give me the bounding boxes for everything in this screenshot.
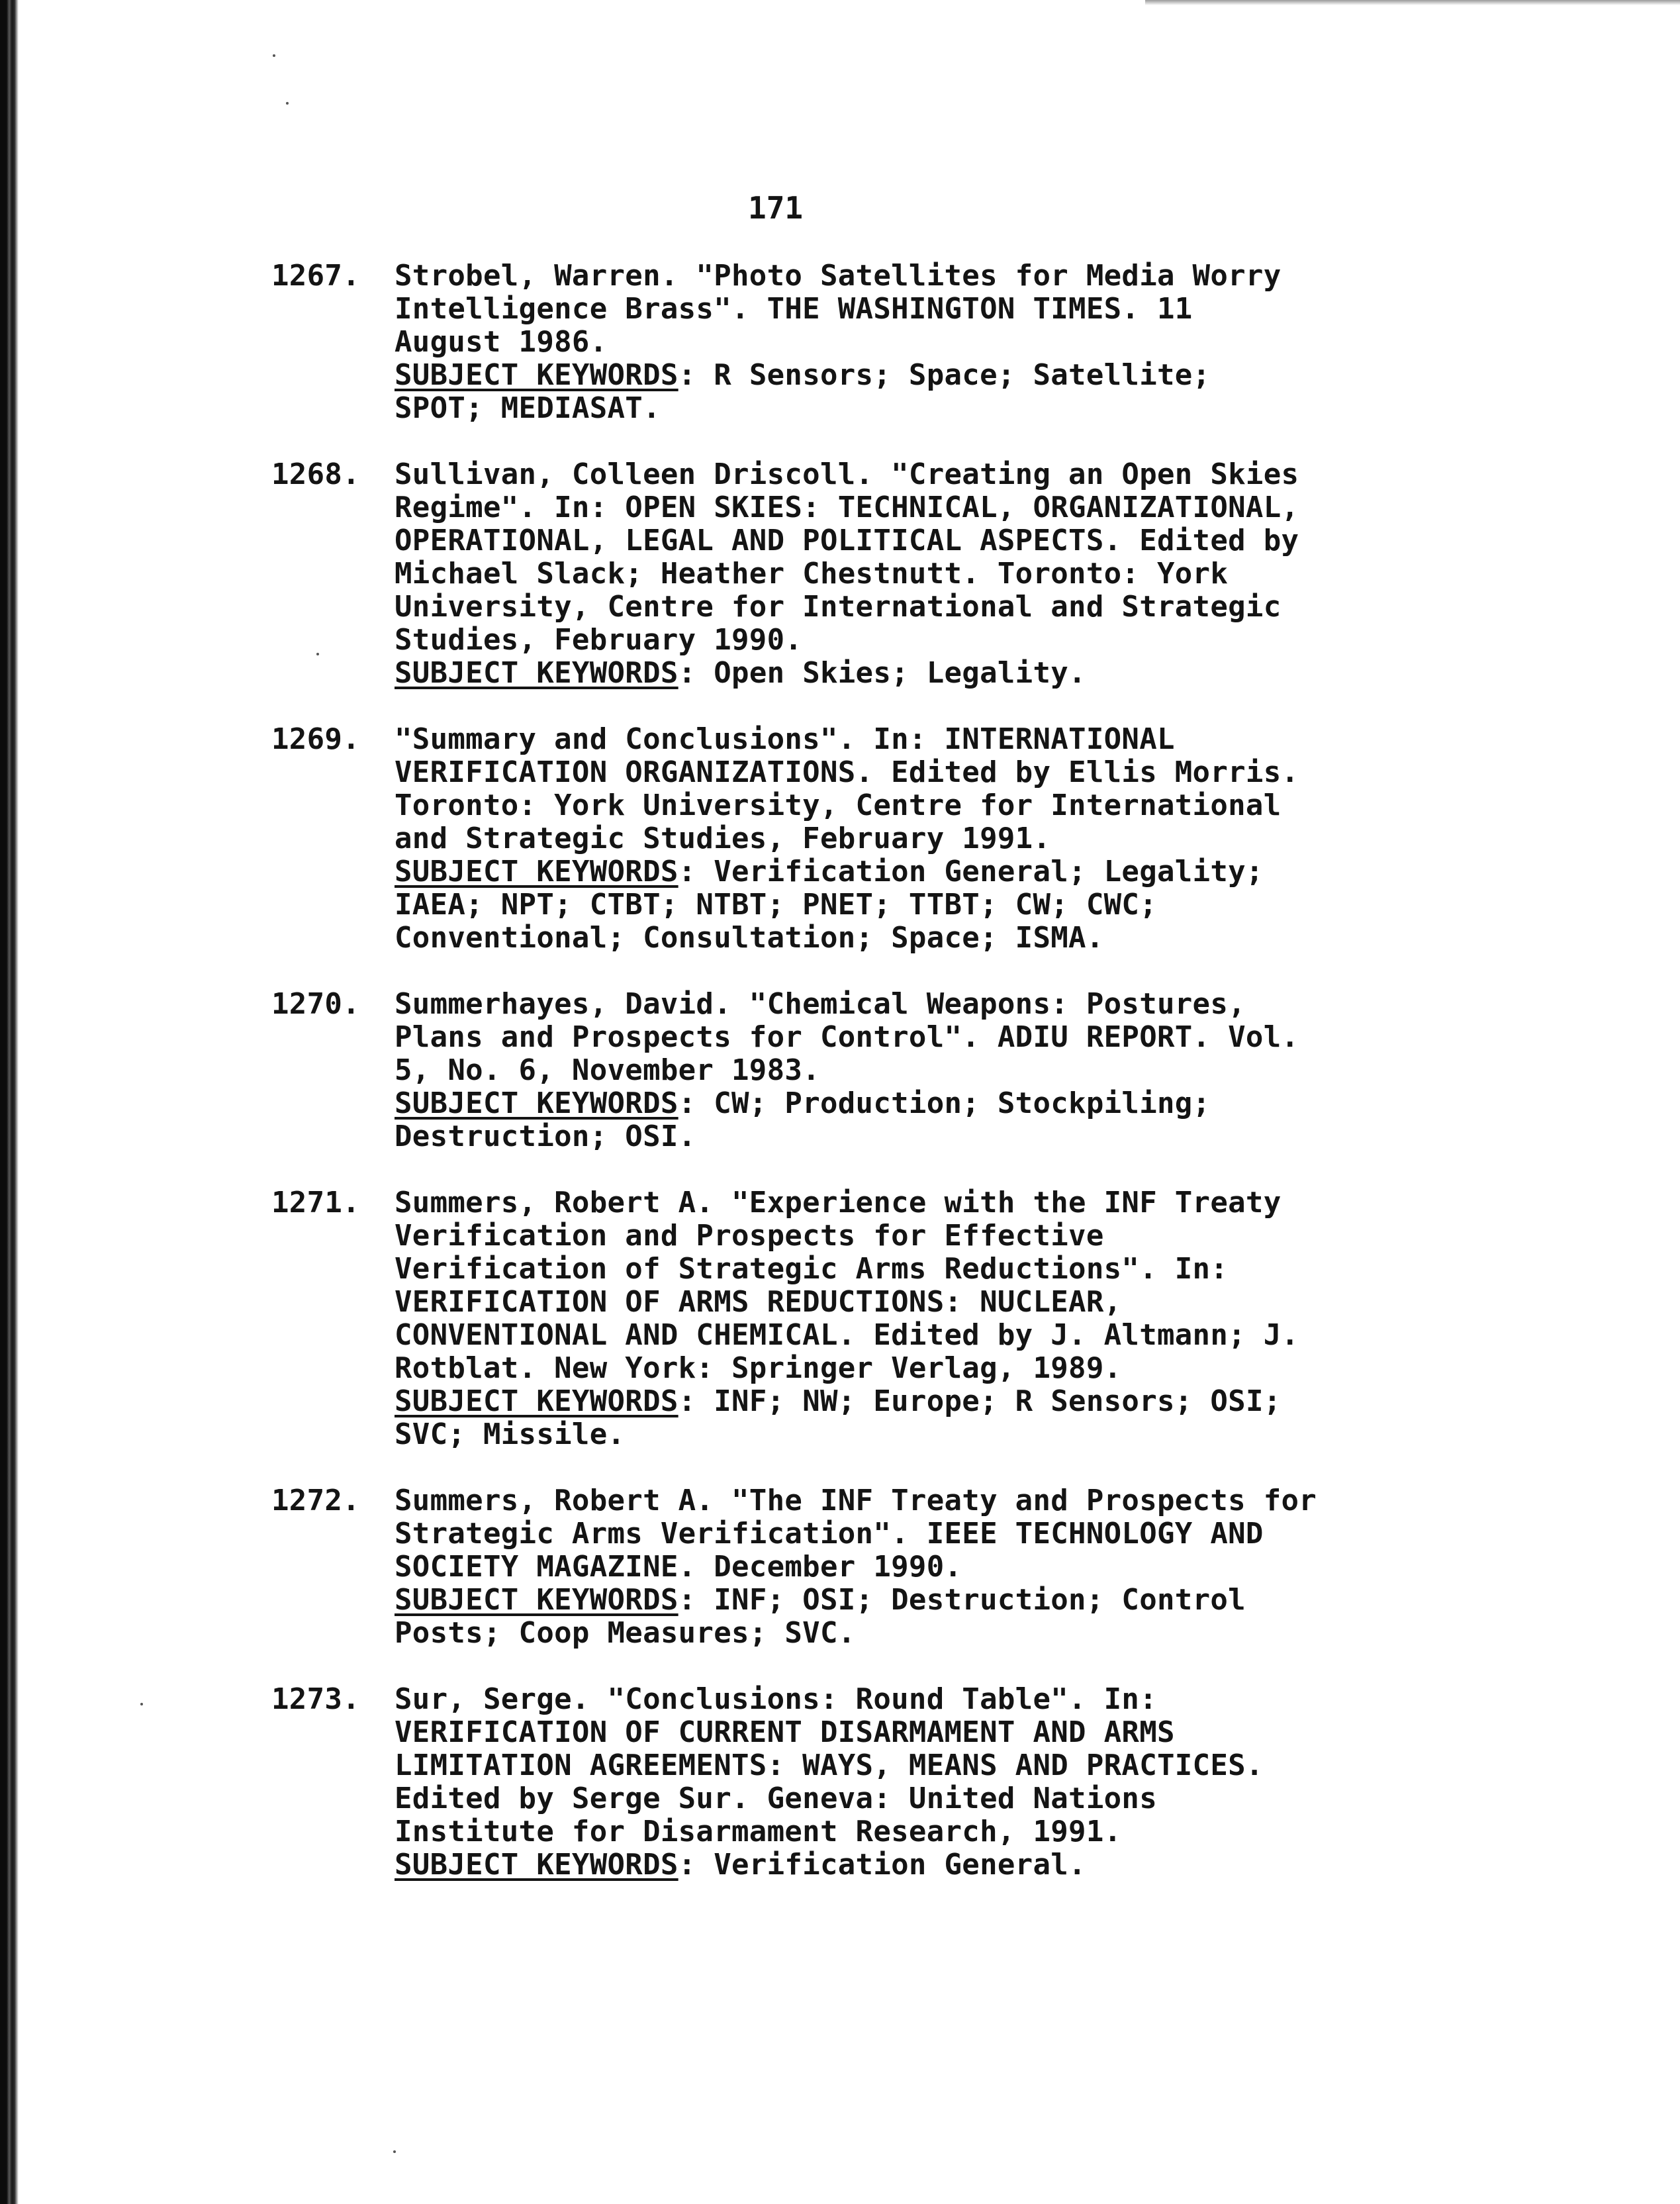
citation-line: Summerhayes, David. "Chemical Weapons: Postures,: [395, 987, 1246, 1021]
keywords-line: [395, 855, 1476, 888]
scan-edge: [0, 0, 19, 2204]
keywords-line: [395, 1385, 1476, 1418]
subject-keywords-text: : Verification General.: [678, 1848, 1086, 1882]
citation-line: SOCIETY MAGAZINE. December 1990.: [395, 1550, 962, 1584]
citation-line: Regime". In: OPEN SKIES: TECHNICAL, ORGANIZATIONAL,: [395, 491, 1299, 524]
scan-top-edge: [1145, 0, 1680, 5]
citation-line: Verification and Prospects for Effective: [395, 1219, 1104, 1253]
scan-speck: [286, 102, 289, 105]
citation-line: Summers, Robert A. "Experience with the INF Treaty: [395, 1186, 1282, 1220]
bibliography-entry: [271, 260, 1476, 425]
citation-line: Institute for Disarmament Research, 1991.: [395, 1815, 1122, 1848]
subject-keywords-label: SUBJECT KEYWORDS: [395, 656, 678, 690]
citation-line: Strobel, Warren. "Photo Satellites for Media Worry: [395, 259, 1282, 293]
subject-keywords-label: SUBJECT KEYWORDS: [395, 1848, 678, 1882]
citation-line: and Strategic Studies, February 1991.: [395, 822, 1051, 855]
bibliography-entry: [271, 1484, 1476, 1650]
subject-keywords-label: SUBJECT KEYWORDS: [395, 1583, 678, 1617]
citation-line: Rotblat. New York: Springer Verlag, 1989.: [395, 1351, 1122, 1385]
citation-line: CONVENTIONAL AND CHEMICAL. Edited by J. Altmann; J.: [395, 1318, 1299, 1352]
bibliography-entry: [271, 723, 1476, 955]
citation-line: Plans and Prospects for Control". ADIU REPORT. Vol.: [395, 1020, 1299, 1054]
bibliography-entry: [271, 1186, 1476, 1451]
keywords-line: Destruction; OSI.: [395, 1120, 696, 1153]
citation-line: Studies, February 1990.: [395, 623, 803, 657]
page-number: 171: [748, 190, 804, 226]
citation-line: VERIFICATION OF CURRENT DISARMAMENT AND ARMS: [395, 1715, 1175, 1749]
scan-speck: [140, 1703, 143, 1705]
entry-number: 1268.: [271, 457, 360, 491]
entry-number: 1271.: [271, 1186, 360, 1220]
keywords-line: Conventional; Consultation; Space; ISMA.: [395, 921, 1104, 955]
subject-keywords-text: : INF; OSI; Destruction; Control: [678, 1583, 1246, 1617]
scan-speck: [273, 54, 275, 57]
citation-line: Sur, Serge. "Conclusions: Round Table". In:: [395, 1682, 1157, 1716]
citation-line: VERIFICATION ORGANIZATIONS. Edited by Ellis Morris.: [395, 755, 1299, 789]
subject-keywords-label: SUBJECT KEYWORDS: [395, 855, 678, 888]
citation-line: OPERATIONAL, LEGAL AND POLITICAL ASPECTS. Edited by: [395, 524, 1299, 557]
entry-number: 1273.: [271, 1682, 360, 1716]
bibliography-entry: [271, 1683, 1476, 1882]
citation-line: Sullivan, Colleen Driscoll. "Creating an Open Skies: [395, 457, 1299, 491]
keywords-line: [395, 657, 1476, 690]
citation-line: LIMITATION AGREEMENTS: WAYS, MEANS AND PRACTICES.: [395, 1749, 1264, 1782]
citation-line: August 1986.: [395, 325, 608, 359]
keywords-line: IAEA; NPT; CTBT; NTBT; PNET; TTBT; CW; CWC;: [395, 888, 1157, 922]
entry-number: 1267.: [271, 259, 360, 293]
citation-line: Strategic Arms Verification". IEEE TECHNOLOGY AND: [395, 1517, 1264, 1551]
subject-keywords-label: SUBJECT KEYWORDS: [395, 1384, 678, 1418]
scan-speck: [393, 2150, 396, 2153]
subject-keywords-text: : R Sensors; Space; Satellite;: [678, 358, 1211, 392]
bibliography-entries: [271, 260, 1476, 1915]
subject-keywords-label: SUBJECT KEYWORDS: [395, 358, 678, 392]
entry-number: 1270.: [271, 987, 360, 1021]
citation-line: Intelligence Brass". THE WASHINGTON TIMES. 11: [395, 292, 1193, 326]
keywords-line: SPOT; MEDIASAT.: [395, 391, 661, 425]
citation-line: Toronto: York University, Centre for International: [395, 789, 1282, 822]
keywords-line: [395, 1087, 1476, 1120]
bibliography-entry: [271, 458, 1476, 690]
keywords-line: [395, 1584, 1476, 1617]
subject-keywords-text: : Verification General; Legality;: [678, 855, 1264, 888]
citation-line: University, Centre for International and Strategic: [395, 590, 1282, 624]
keywords-line: Posts; Coop Measures; SVC.: [395, 1616, 856, 1650]
citation-line: Summers, Robert A. "The INF Treaty and Prospects for: [395, 1484, 1317, 1517]
keywords-line: [395, 1848, 1476, 1882]
citation-line: Edited by Serge Sur. Geneva: United Nations: [395, 1782, 1157, 1815]
subject-keywords-text: : Open Skies; Legality.: [678, 656, 1086, 690]
subject-keywords-text: : CW; Production; Stockpiling;: [678, 1086, 1211, 1120]
entry-number: 1269.: [271, 722, 360, 756]
citation-line: 5, No. 6, November 1983.: [395, 1053, 820, 1087]
citation-line: Michael Slack; Heather Chestnutt. Toronto: York: [395, 557, 1229, 591]
citation-line: "Summary and Conclusions". In: INTERNATIONAL: [395, 722, 1175, 756]
keywords-line: SVC; Missile.: [395, 1417, 626, 1451]
citation-line: Verification of Strategic Arms Reductions". In:: [395, 1252, 1229, 1286]
citation-line: VERIFICATION OF ARMS REDUCTIONS: NUCLEAR,: [395, 1285, 1122, 1319]
subject-keywords-text: : INF; NW; Europe; R Sensors; OSI;: [678, 1384, 1282, 1418]
entry-number: 1272.: [271, 1484, 360, 1517]
subject-keywords-label: SUBJECT KEYWORDS: [395, 1086, 678, 1120]
bibliography-entry: [271, 988, 1476, 1153]
keywords-line: [395, 359, 1476, 392]
